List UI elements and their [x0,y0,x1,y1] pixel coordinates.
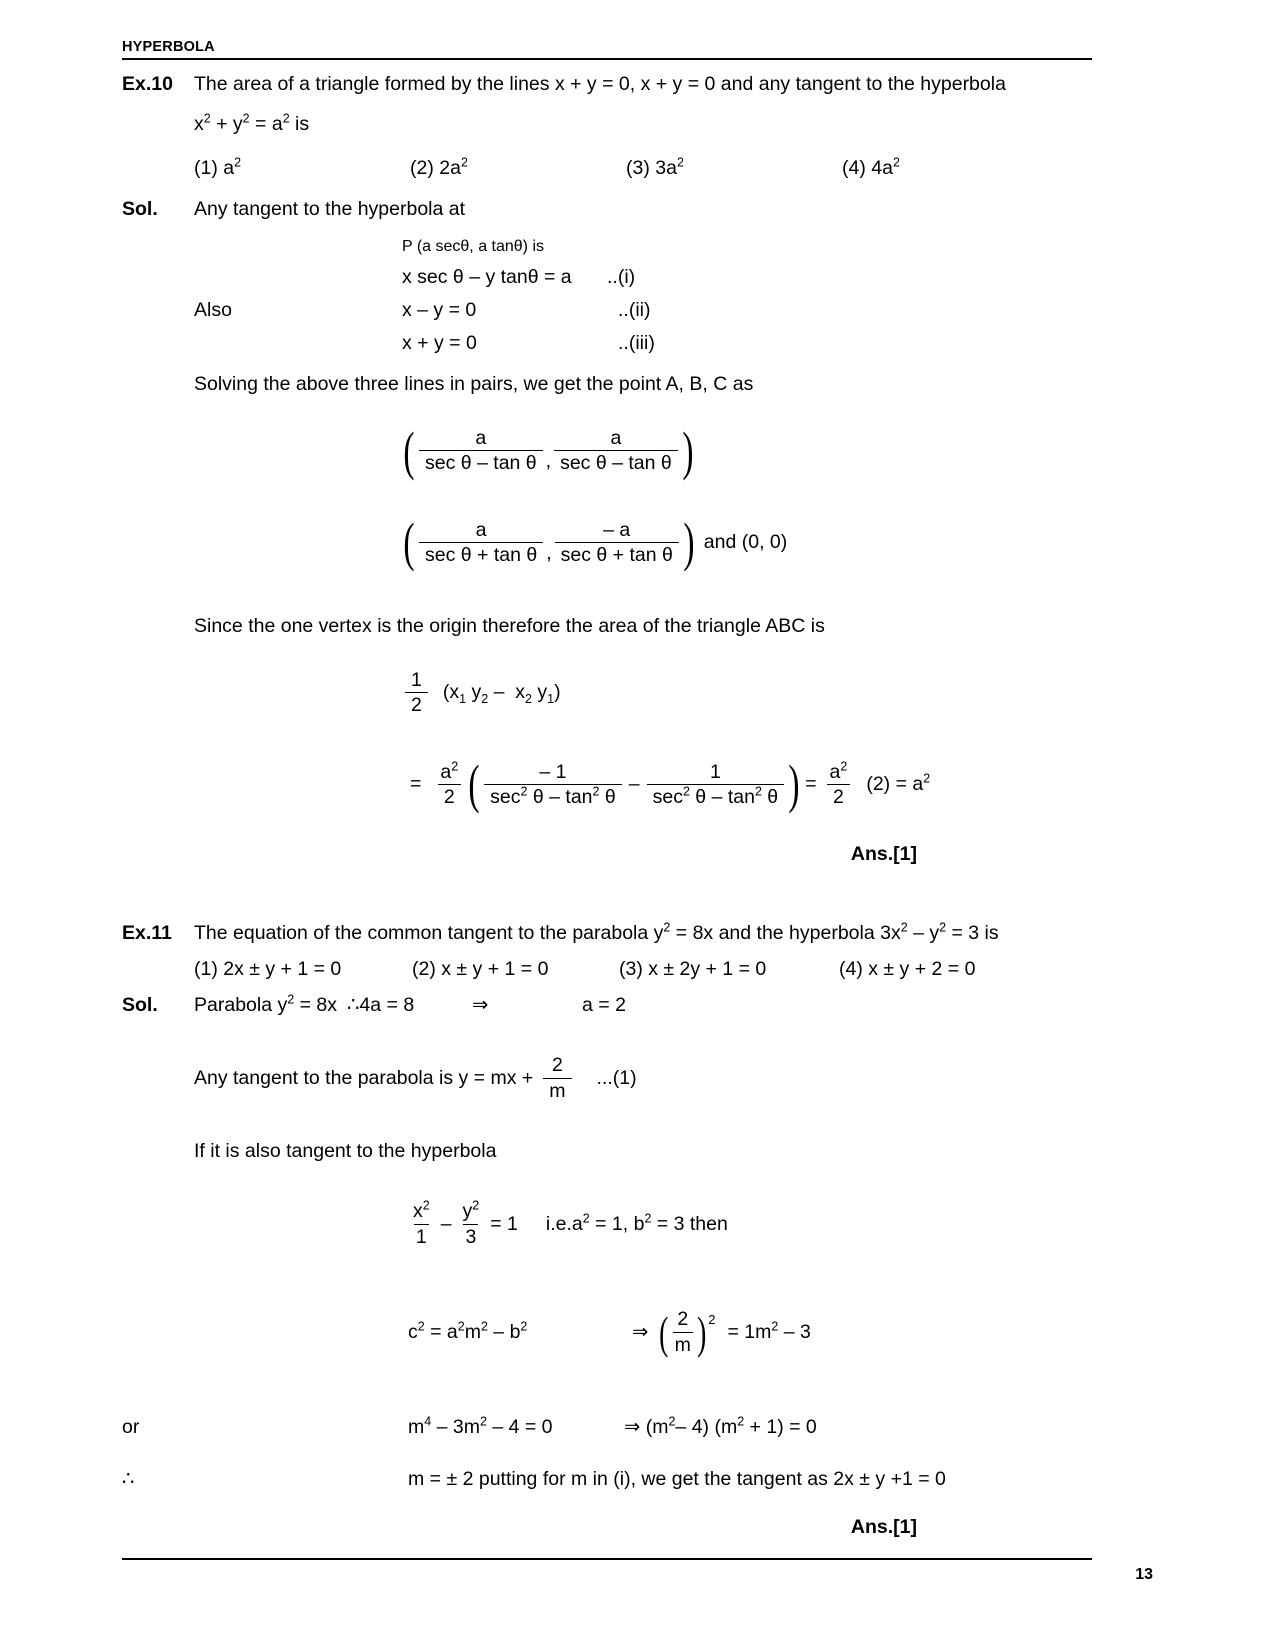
ex10-solving-line: Solving the above three lines in pairs, we get the point A, B, C as [194,372,754,395]
ex11-option-4[interactable]: (4) x ± y + 2 = 0 [839,957,976,980]
ex11-or-label: or [122,1416,140,1439]
ex11-c2-frac-den: m [674,1333,691,1356]
ex11-also-tangent-line: If it is also tangent to the hyperbola [194,1140,497,1163]
ex10-final-term2-den: $\sec^2 \theta - \tan^2 \theta$ [647,784,785,808]
ex11-tangent-prefix: Any tangent to the parabola is y = mx + [194,1067,534,1090]
ex11-options-row [122,954,1092,984]
close-paren-icon: ) [683,512,695,573]
ex11-hyp-num2: $y^2$ [462,1198,480,1223]
ex11-hyp-num1: $x^2$ [413,1198,430,1223]
ex10-also-label: Also [194,298,232,321]
ex10-point1-num2: a [610,427,622,450]
ex10-label: Ex.10 [122,72,173,95]
ex10-final-minus: – [628,773,640,796]
ex11-hyp-trailing: $i.e.a^2 = 1$, $b^2 = 3$ then [545,1211,728,1235]
ex10-final-term2 [647,761,785,809]
ex10-option-1[interactable]: (1) $a^2$ [194,155,242,180]
ex11-hyp-minus: – [440,1212,452,1235]
ex11-option-3[interactable]: (3) x ± 2y + 1 = 0 [619,957,767,980]
ex10-answer: Ans.[1] [850,842,917,865]
ex11-hyp-den2: 3 [465,1225,477,1248]
ex11-also-tangent-row [122,1136,1092,1166]
ex11-option-1[interactable]: (1) 2x ± y + 1 = 0 [194,957,342,980]
ex11-sol-arrow: ⇒ [472,994,489,1017]
ex10-eq2: x – y = 0 [402,298,477,321]
ex10-eq3-ref: ..(iii) [618,331,655,354]
ex10-tangent-ref: ..(i) [607,265,636,288]
page-number: 13 [1135,1566,1153,1583]
ex10-point2-frac2 [555,519,679,567]
ex10-final-tail: $(2) = a^2$ [866,771,931,796]
ex11-option-2[interactable]: (2) x ± y + 1 = 0 [412,957,549,980]
ex11-final-line: m = ± 2 putting for m in (i), we get the tangent as 2x ± y +1 = 0 [408,1468,946,1491]
ex11-final-row [122,1464,1092,1494]
ex11-hyp-frac2 [461,1200,482,1248]
ex11-answer: Ans.[1] [850,1516,917,1539]
ex11-sol-parabola: Parabola $y^2 = 8x$ [194,992,337,1017]
ex10-solving-row [122,369,1092,399]
ex11-hyperbola-equation [122,1200,1092,1248]
ex11-c2-equation [122,1308,1092,1356]
ex11-label: Ex.11 [122,921,172,944]
ex10-since-row [122,611,1092,641]
open-paren-icon: ( [468,754,480,815]
page-header-title: HYPERBOLA [122,39,215,55]
ex11-therefore-label: ∴ [122,1468,135,1491]
ex10-point1-den2: sec θ – tan θ [554,450,678,474]
ex10-point2-den2: sec θ + tan θ [555,542,679,566]
ex10-since-line: Since the one vertex is the origin therefore the area of the triangle ABC is [194,614,825,637]
ex10-eq2-row [122,299,1092,322]
ex10-question-row2 [122,109,1092,139]
ex11-sol-a-value: a = 2 [582,994,626,1017]
ex10-final-result-frac [824,761,854,809]
ex11-tangent-ref: ...(1) [596,1067,637,1090]
ex10-eq3: x + y = 0 [402,331,477,354]
ex11-tangent-frac-den: m [543,1078,571,1102]
ex11-sol-4a: ∴4a = 8 [347,994,415,1017]
ex10-point1-frac2 [554,427,678,475]
ex11-c2-paren-exponent: 2 [708,1312,716,1328]
ex10-point-P: P (a secθ, a tanθ) is [402,237,544,255]
ex10-option-4[interactable]: (4) $4a^2$ [842,155,900,180]
ex10-final-term1 [484,761,622,809]
ex10-point1-den1: sec θ – tan θ [419,450,543,474]
ex10-final-result-num: $a^2$ [829,759,848,783]
ex10-final-term1-den: $\sec^2 \theta - \tan^2 \theta$ [484,784,622,808]
ex11-quartic-row [122,1412,1092,1442]
ex10-area-half-frac [405,669,428,717]
ex10-final-result-den: 2 [827,784,850,808]
ex10-sol-label: Sol. [122,197,158,220]
ex11-c2-right: = $1m^2 - 3$ [727,1319,811,1343]
close-paren-icon: ) [788,754,800,815]
ex10-eq2-ref: ..(ii) [618,298,651,321]
ex10-point2-frac1 [419,519,543,567]
ex11-hyp-equals: = 1 [490,1212,518,1235]
ex10-area-half-num: 1 [411,668,422,691]
footer-divider [122,1558,1092,1560]
ex10-sol-row [122,194,1092,224]
ex11-c2-frac-num: 2 [677,1308,689,1331]
ex10-point1-frac1 [419,427,543,475]
comma-separator: , [545,449,552,472]
ex10-options-row [122,153,1092,183]
ex10-eq3-row [122,332,1092,355]
ex10-option-2[interactable]: (2) $2a^2$ [410,155,468,180]
ex10-point2-expression [122,512,1092,573]
ex11-quartic-left: $m^4 - 3m^2 - 4 = 0$ [408,1414,553,1439]
ex10-area-half-den: 2 [405,692,428,716]
ex10-final-equation [122,754,1092,815]
open-paren-icon: ( [659,1306,669,1358]
ex11-tangent-row [122,1054,1092,1102]
ex10-point2-num2: – a [603,518,631,541]
ex11-c2-left: $c^2 = a^2m^2 - b^2$ [408,1319,528,1343]
ex10-final-a2-num: $a^2$ [440,759,459,783]
page-content [122,0,1092,1539]
close-paren-icon: ) [696,1306,707,1358]
ex10-sol-line1: Any tangent to the hyperbola at [194,197,466,220]
ex11-c2-frac [673,1308,693,1356]
ex11-c2-arrow: ⇒ [632,1321,649,1344]
ex10-point2-trailing: and (0, 0) [703,531,788,554]
ex11-tangent-frac [543,1054,571,1102]
ex10-point1-num1: a [475,427,487,450]
ex10-point-line [122,238,1092,256]
ex10-final-term1-num: – 1 [539,760,567,783]
ex10-option-3[interactable]: (3) $3a^2$ [626,155,684,180]
ex10-tangent-eq: x sec θ – y tanθ = a [402,265,572,288]
ex11-hyp-den1: 1 [415,1225,427,1248]
comma-separator: , [546,541,552,564]
ex10-point2-den1: sec θ + tan θ [419,542,543,566]
ex11-sol-row [122,990,1092,1020]
ex11-hyp-frac1 [411,1200,432,1248]
ex11-question-row [122,918,1092,948]
ex10-question-line1: The area of a triangle formed by the lines x + y = 0, x + y = 0 and any tangent to the hyperbola [194,72,1006,95]
open-paren-icon: ( [403,512,415,573]
ex10-point2-num1: a [475,518,487,541]
ex10-final-a2-over-2 [434,761,464,809]
ex10-final-term2-num: 1 [709,760,721,783]
ex10-area-formula [122,669,1092,717]
ex11-question: The equation of the common tangent to the parabola $y^2 = 8x$ and the hyperbola $3x^2 - y^2 = 3$ is [194,920,999,944]
header-divider [122,58,1092,60]
ex10-final-a2-den: 2 [438,784,461,808]
ex11-quartic-right: ⇒ ($m^2-$ 4) $(m^2 + 1) = 0$ [624,1414,817,1439]
ex11-sol-label: Sol. [122,994,158,1017]
ex11-tangent-frac-num: 2 [551,1054,563,1077]
ex10-question-row [122,69,1092,99]
ex10-final-eq2: = [805,773,817,796]
ex10-point1-expression [122,420,1092,481]
ex10-final-eq-sign: = [410,773,422,796]
ex10-tangent-eq-row [122,266,1092,289]
ex10-question-line2: $x^2 + y^2 = a^2$ is [194,111,310,136]
close-paren-icon: ) [682,420,694,481]
ex10-area-body: ($x_1$ $y_2 - x_2$ $y_1$) [442,681,561,707]
open-paren-icon: ( [403,420,415,481]
